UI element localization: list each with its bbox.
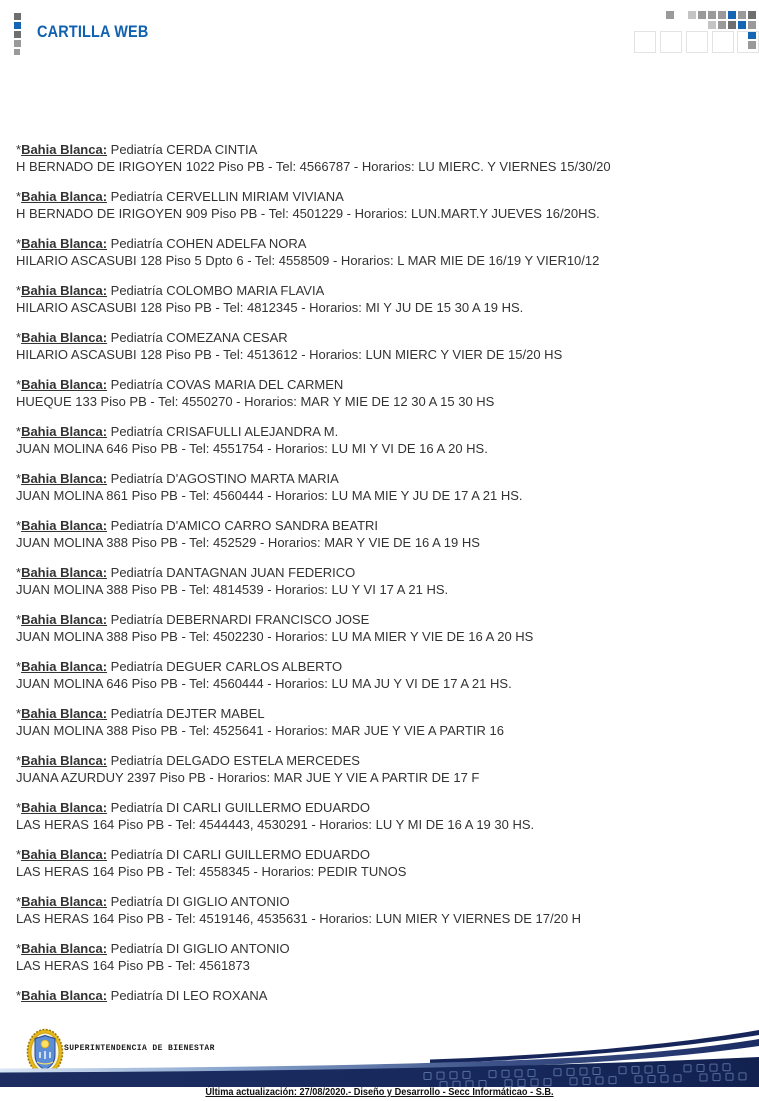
provider-details: HUEQUE 133 Piso PB - Tel: 4550270 - Horarios: MAR Y MIE DE 12 30 A 15 30 HS xyxy=(16,394,495,409)
provider-entry xyxy=(16,517,746,551)
provider-entry xyxy=(16,141,746,175)
provider-title xyxy=(16,940,746,957)
mosaic-square xyxy=(748,21,756,29)
mosaic-square xyxy=(666,11,674,19)
provider-details: JUAN MOLINA 388 Piso PB - Tel: 4525641 - Horarios: MAR JUE Y VIE A PARTIR 16 xyxy=(16,723,504,738)
provider-entry xyxy=(16,940,746,974)
entry-marker: * xyxy=(16,894,22,909)
mosaic-square xyxy=(698,11,706,19)
provider-entry xyxy=(16,893,746,927)
entry-city: Bahia Blanca: xyxy=(21,142,108,157)
entry-marker: * xyxy=(16,424,22,439)
provider-entry xyxy=(16,846,746,880)
mosaic-square xyxy=(708,11,716,19)
provider-details: JUAN MOLINA 861 Piso PB - Tel: 4560444 - Horarios: LU MA MIE Y JU DE 17 A 21 HS. xyxy=(16,488,523,503)
provider-title xyxy=(16,376,746,393)
provider-title xyxy=(16,141,746,158)
provider-title xyxy=(16,564,746,581)
provider-title xyxy=(16,470,746,487)
provider-details: JUAN MOLINA 388 Piso PB - Tel: 4502230 - Horarios: LU MA MIER Y VIE DE 16 A 20 HS xyxy=(16,629,534,644)
provider-details: LAS HERAS 164 Piso PB - Tel: 4561873 xyxy=(16,958,250,973)
mosaic-square xyxy=(728,11,736,19)
mosaic-square xyxy=(712,31,734,53)
entry-marker: * xyxy=(16,189,22,204)
entry-label: Pediatría CRISAFULLI ALEJANDRA M. xyxy=(107,424,339,439)
provider-details: LAS HERAS 164 Piso PB - Tel: 4519146, 4535631 - Horarios: LUN MIER Y VIERNES DE 17/20 H xyxy=(16,911,582,926)
entry-city: Bahia Blanca: xyxy=(21,894,108,909)
entry-marker: * xyxy=(16,941,22,956)
provider-title xyxy=(16,517,746,534)
mosaic-square xyxy=(14,22,21,29)
entry-city: Bahia Blanca: xyxy=(21,565,108,580)
entry-marker: * xyxy=(16,518,22,533)
provider-details: JUAN MOLINA 646 Piso PB - Tel: 4551754 - Horarios: LU MI Y VI DE 16 A 20 HS. xyxy=(16,441,488,456)
provider-title xyxy=(16,282,746,299)
provider-title xyxy=(16,658,746,675)
provider-details: H BERNADO DE IRIGOYEN 1022 Piso PB - Tel: 4566787 - Horarios: LU MIERC. Y VIERNES 15/30/20 xyxy=(16,159,611,174)
provider-title xyxy=(16,893,746,910)
mosaic-square xyxy=(748,11,756,19)
provider-details: HILARIO ASCASUBI 128 Piso PB - Tel: 4513612 - Horarios: LUN MIERC Y VIER DE 15/20 HS xyxy=(16,347,563,362)
entry-label: Pediatría COMEZANA CESAR xyxy=(107,330,288,345)
provider-details: JUANA AZURDUY 2397 Piso PB - Horarios: MAR JUE Y VIE A PARTIR DE 17 F xyxy=(16,770,480,785)
entry-marker: * xyxy=(16,377,22,392)
entry-label: Pediatría COVAS MARIA DEL CARMEN xyxy=(107,377,344,392)
provider-entry xyxy=(16,329,746,363)
provider-entry xyxy=(16,423,746,457)
provider-title xyxy=(16,188,746,205)
entry-city: Bahia Blanca: xyxy=(21,424,108,439)
update-note: Última actualización: 27/08/2020.- Diseño y Desarrollo - Secc Informáticao - S.B. xyxy=(205,1087,554,1098)
provider-entry xyxy=(16,470,746,504)
mosaic-square xyxy=(660,31,682,53)
entry-city: Bahia Blanca: xyxy=(21,612,108,627)
provider-title xyxy=(16,846,746,863)
entry-marker: * xyxy=(16,330,22,345)
footer-swoosh-decoration xyxy=(0,1026,759,1087)
provider-entry xyxy=(16,987,746,1004)
mosaic-square xyxy=(737,31,759,53)
provider-entry xyxy=(16,705,746,739)
entry-city: Bahia Blanca: xyxy=(21,847,108,862)
entry-city: Bahia Blanca: xyxy=(21,189,108,204)
entry-city: Bahia Blanca: xyxy=(21,659,108,674)
provider-title xyxy=(16,987,746,1004)
entry-city: Bahia Blanca: xyxy=(21,236,108,251)
page-title: CARTILLA WEB xyxy=(37,22,149,41)
provider-entry xyxy=(16,376,746,410)
provider-entry xyxy=(16,282,746,316)
entry-label: Pediatría DEJTER MABEL xyxy=(107,706,265,721)
provider-title xyxy=(16,235,746,252)
entry-label: Pediatría DI GIGLIO ANTONIO xyxy=(107,894,290,909)
entry-label: Pediatría D'AMICO CARRO SANDRA BEATRI xyxy=(107,518,379,533)
provider-details: HILARIO ASCASUBI 128 Piso PB - Tel: 4812345 - Horarios: MI Y JU DE 15 30 A 19 HS. xyxy=(16,300,524,315)
entry-label: Pediatría DI CARLI GUILLERMO EDUARDO xyxy=(107,847,371,862)
entry-marker: * xyxy=(16,753,22,768)
mosaic-square xyxy=(718,11,726,19)
provider-entry xyxy=(16,611,746,645)
entry-marker: * xyxy=(16,283,22,298)
mosaic-square xyxy=(738,11,746,19)
entry-city: Bahia Blanca: xyxy=(21,800,108,815)
entry-label: Pediatría COLOMBO MARIA FLAVIA xyxy=(107,283,325,298)
entry-marker: * xyxy=(16,706,22,721)
entry-city: Bahia Blanca: xyxy=(21,706,108,721)
provider-title xyxy=(16,799,746,816)
entry-label: Pediatría COHEN ADELFA NORA xyxy=(107,236,307,251)
provider-details: JUAN MOLINA 646 Piso PB - Tel: 4560444 - Horarios: LU MA JU Y VI DE 17 A 21 HS. xyxy=(16,676,512,691)
entry-label: Pediatría DI CARLI GUILLERMO EDUARDO xyxy=(107,800,371,815)
provider-details: LAS HERAS 164 Piso PB - Tel: 4544443, 4530291 - Horarios: LU Y MI DE 16 A 19 30 HS. xyxy=(16,817,535,832)
entry-city: Bahia Blanca: xyxy=(21,518,108,533)
provider-entry xyxy=(16,658,746,692)
provider-title xyxy=(16,705,746,722)
entry-marker: * xyxy=(16,800,22,815)
entry-label: Pediatría DELGADO ESTELA MERCEDES xyxy=(107,753,360,768)
entry-marker: * xyxy=(16,236,22,251)
mosaic-square xyxy=(14,31,21,38)
entry-marker: * xyxy=(16,142,22,157)
provider-details: JUAN MOLINA 388 Piso PB - Tel: 452529 - Horarios: MAR Y VIE DE 16 A 19 HS xyxy=(16,535,480,550)
entry-label: Pediatría DEGUER CARLOS ALBERTO xyxy=(107,659,343,674)
entry-label: Pediatría DI GIGLIO ANTONIO xyxy=(107,941,290,956)
entry-label: Pediatría CERVELLIN MIRIAM VIVIANA xyxy=(107,189,344,204)
entry-marker: * xyxy=(16,471,22,486)
provider-title xyxy=(16,611,746,628)
entry-city: Bahia Blanca: xyxy=(21,330,108,345)
mosaic-square xyxy=(728,21,736,29)
provider-details: JUAN MOLINA 388 Piso PB - Tel: 4814539 - Horarios: LU Y VI 17 A 21 HS. xyxy=(16,582,449,597)
provider-details: LAS HERAS 164 Piso PB - Tel: 4558345 - Horarios: PEDIR TUNOS xyxy=(16,864,407,879)
provider-title xyxy=(16,752,746,769)
provider-entry xyxy=(16,752,746,786)
entry-city: Bahia Blanca: xyxy=(21,471,108,486)
entry-city: Bahia Blanca: xyxy=(21,753,108,768)
entry-city: Bahia Blanca: xyxy=(21,283,108,298)
mosaic-square xyxy=(14,49,20,55)
provider-entry xyxy=(16,564,746,598)
entry-label: Pediatría DI LEO ROXANA xyxy=(107,988,268,1003)
entry-label: Pediatría DEBERNARDI FRANCISCO JOSE xyxy=(107,612,370,627)
entry-marker: * xyxy=(16,847,22,862)
entry-marker: * xyxy=(16,988,22,1003)
provider-entry xyxy=(16,188,746,222)
mosaic-square xyxy=(634,31,656,53)
provider-entry xyxy=(16,799,746,833)
mosaic-square xyxy=(708,21,716,29)
entry-label: Pediatría CERDA CINTIA xyxy=(107,142,258,157)
entry-city: Bahia Blanca: xyxy=(21,941,108,956)
org-name: SUPERINTENDENCIA DE BIENESTAR xyxy=(64,1044,215,1053)
entry-marker: * xyxy=(16,659,22,674)
provider-entry xyxy=(16,235,746,269)
mosaic-square xyxy=(718,21,726,29)
entry-label: Pediatría DANTAGNAN JUAN FEDERICO xyxy=(107,565,356,580)
mosaic-square xyxy=(688,11,696,19)
mosaic-square xyxy=(14,40,21,47)
mosaic-square xyxy=(738,21,746,29)
entry-marker: * xyxy=(16,565,22,580)
provider-details: HILARIO ASCASUBI 128 Piso 5 Dpto 6 - Tel: 4558509 - Horarios: L MAR MIE DE 16/19 Y VIER10/12 xyxy=(16,253,600,268)
mosaic-square xyxy=(686,31,708,53)
entry-city: Bahia Blanca: xyxy=(21,988,108,1003)
entry-marker: * xyxy=(16,612,22,627)
provider-details: H BERNADO DE IRIGOYEN 909 Piso PB - Tel: 4501229 - Horarios: LUN.MART.Y JUEVES 16/20HS. xyxy=(16,206,600,221)
entry-label: Pediatría D'AGOSTINO MARTA MARIA xyxy=(107,471,339,486)
provider-title xyxy=(16,329,746,346)
provider-list xyxy=(16,141,746,1017)
provider-title xyxy=(16,423,746,440)
mosaic-square xyxy=(14,13,21,20)
entry-city: Bahia Blanca: xyxy=(21,377,108,392)
